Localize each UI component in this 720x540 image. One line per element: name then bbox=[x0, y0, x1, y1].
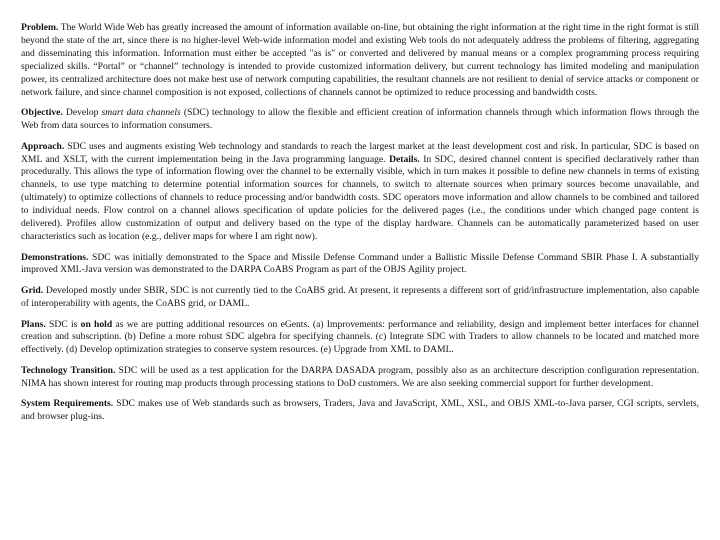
problem-heading: Problem. bbox=[21, 22, 59, 33]
plans-paragraph bbox=[21, 319, 699, 358]
objective-emphasis: smart data channels bbox=[101, 107, 181, 119]
approach-paragraph bbox=[21, 141, 699, 244]
grid-paragraph bbox=[21, 285, 699, 311]
objective-paragraph bbox=[21, 107, 699, 133]
plans-heading: Plans. bbox=[21, 318, 46, 330]
details-heading: Details. bbox=[389, 153, 420, 165]
problem-paragraph bbox=[21, 22, 699, 99]
requirements-paragraph bbox=[21, 398, 699, 424]
transition-heading: Technology Transition. bbox=[21, 364, 116, 376]
objective-text-end: (SDC) technology to allow the flexible and efficient creation of information channels through which information flows through the Web from data sources to information consumers. bbox=[21, 107, 699, 132]
approach-text-start: SDC uses and augments existing Web technology and standards to reach the largest market at the least development cost and risk. In particular, SDC is based on XML and XSLT, with the current implementation being in the Java programming language. bbox=[21, 140, 699, 165]
plans-status: on hold bbox=[80, 318, 113, 330]
requirements-text: SDC makes use of Web standards such as browsers, Traders, Java and JavaScript, XML, XSL, and OBJS XML-to-Java parser, CGI scripts, servlets, and browser plug-ins. bbox=[21, 398, 699, 423]
grid-heading: Grid. bbox=[21, 285, 44, 297]
requirements-heading: System Requirements. bbox=[21, 398, 114, 410]
grid-text: Developed mostly under SBIR, SDC is not currently tied to the CoABS grid. At present, it represents a different sort of grid/infrastructure implementation, also capable of interoperability with agents, the CoABS grid, or DAML. bbox=[21, 285, 699, 309]
problem-text: The World Wide Web has greatly increased the amount of information available on-line, but obtaining the right information at the right time in the right format is still beyond the state of the art, since there is no higher-level Web-wide information model and existing Web tools do not adequately address the problems of filtering, aggregating and disseminating this information. Information must either be accepted "as is" or converted and delivered by manual means or a complex programming process requiring specialized skills. “Portal” or “channel” technology is intended to provide customized information delivery, but current technology has limited modeling and manipulation power, its centralized architecture does not make best use of network computing capabilities, the resultant channels are not resilient to denial of service attacks or component or network failure, and since channel composition is not exposed, collections of channels cannot be optimized to reduce processing and bandwidth costs. bbox=[21, 22, 699, 98]
demonstrations-paragraph bbox=[21, 252, 699, 278]
transition-text: SDC will be used as a test application for the DARPA DASADA program, possibly also as an architecture description configuration representation. NIMA has shown interest for routing map products through processing stations to DoD customers. We are also seeking commercial support for further development. bbox=[21, 364, 699, 389]
plans-text-end: as we are putting additional resources on eGents. (a) Improvements: performance and reliability, design and implement better interfaces for channel creation and subscription. (b) Define a more robust SDC algebra for specifying channels. (c) Integrate SDC with Traders to allow channels to be located and matched more effectively. (d) Develop optimization strategies to conserve system resources. (e) Upgrade from XML to DAML. bbox=[21, 318, 699, 356]
plans-text-start: SDC is bbox=[45, 318, 81, 330]
demonstrations-heading: Demonstrations. bbox=[21, 251, 89, 263]
document-page bbox=[21, 22, 699, 432]
approach-text-end: In SDC, desired channel content is specified declaratively rather than procedurally. This allows the type of information flowing over the channel to be externally visible, which in turn makes it possible to define new channels in terms of existing channels, to use type matching to determine potential information sources for channels, to switch to alternate sources when primary sources become unavailable, and (ultimately) to optimize collections of channels to reduce processing and/or bandwidth costs. SDC operators move information and allow channels to be combined and tailored to individual needs. Flow control on a channel allows specification of update policies for the delivered pages (i.e., the conditions under which changed page content is delivered). Profiles allow customization of output and delivery based on the type of the display hardware. Channels can be automatically parameterized based on user characteristics such as location (e.g., deliver maps for where I am right now). bbox=[21, 153, 699, 242]
objective-text-start: Develop bbox=[62, 107, 102, 119]
approach-heading: Approach. bbox=[21, 140, 65, 152]
demonstrations-text: SDC was initially demonstrated to the Space and Missile Defense Command under a Ballistic Missile Defense Command SBIR Phase I. A substantially improved XML-Java version was demonstrated to the DARPA CoABS Program as part of the OBJS Agility project. bbox=[21, 251, 699, 276]
objective-heading: Objective. bbox=[21, 107, 63, 119]
transition-paragraph bbox=[21, 365, 699, 391]
